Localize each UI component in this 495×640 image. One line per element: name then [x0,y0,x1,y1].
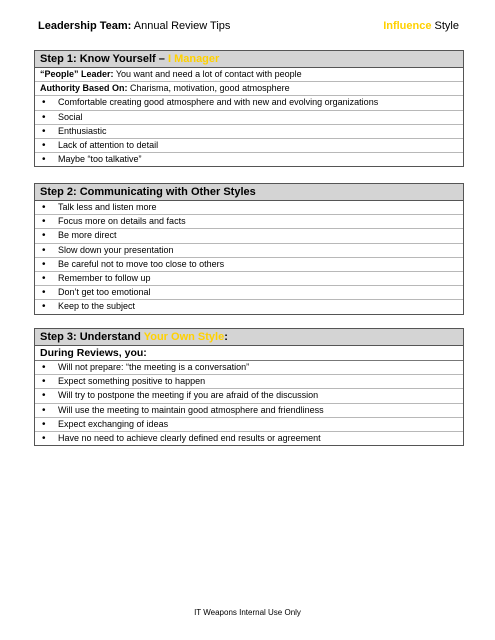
step3-heading [35,329,463,346]
document-title [38,19,230,33]
step3-list [35,361,463,445]
list-item: • Have no need to achieve clearly defined end results or agreement [35,431,463,445]
step2-list [35,201,463,314]
step3-title-end: : [224,331,228,343]
page-header [38,19,459,33]
page-footer: IT Weapons Internal Use Only [194,608,301,617]
list-item: • Expect something positive to happen [35,374,463,388]
step1-section [34,50,464,167]
step2-heading: Step 2: Communicating with Other Styles [35,184,463,201]
list-item: • Will try to postpone the meeting if you are afraid of the discussion [35,388,463,402]
list-item: • Maybe “too talkative” [35,152,463,166]
list-item: • Social [35,110,463,124]
style-label [383,19,459,33]
people-leader-text: You want and need a lot of contact with people [113,69,302,79]
list-item: • Lack of attention to detail [35,138,463,152]
style-rest: Style [431,20,459,32]
list-item: • Will not prepare: “the meeting is a conversation” [35,361,463,374]
list-item: • Comfortable creating good atmosphere and with new and evolving organizations [35,96,463,109]
list-item: • Be more direct [35,228,463,242]
step1-title: Step 1: Know Yourself – [40,53,168,65]
people-leader-label: “People” Leader: [40,69,114,79]
authority-label: Authority Based On: [40,83,128,94]
step1-list [35,95,463,166]
step1-title-accent: I Manager [167,53,220,65]
list-item: • Expect exchanging of ideas [35,417,463,431]
list-item: • Will use the meeting to maintain good atmosphere and friendliness [35,403,463,417]
step3-title: Step 3: Understand [40,331,144,343]
authority-text: Charisma, motivation, good atmosphere [127,83,290,94]
authority-line [35,81,463,95]
list-item: • Enthusiastic [35,124,463,138]
style-accent: Influence [383,20,432,32]
document-title-rest: Annual Review Tips [131,20,231,32]
step2-section [34,183,464,315]
list-item: • Focus more on details and facts [35,214,463,228]
step3-subheading: During Reviews, you: [35,346,463,361]
document-title-bold: Leadership Team: [38,20,132,32]
people-leader-line [35,68,463,81]
list-item: • Talk less and listen more [35,201,463,214]
list-item: • Remember to follow up [35,271,463,285]
list-item: • Don’t get too emotional [35,285,463,299]
step1-heading [35,51,463,68]
list-item: • Keep to the subject [35,299,463,313]
step3-title-accent: Your Own Style [143,331,225,343]
list-item: • Be careful not to move too close to others [35,257,463,271]
step3-section [34,328,464,446]
list-item: • Slow down your presentation [35,243,463,257]
